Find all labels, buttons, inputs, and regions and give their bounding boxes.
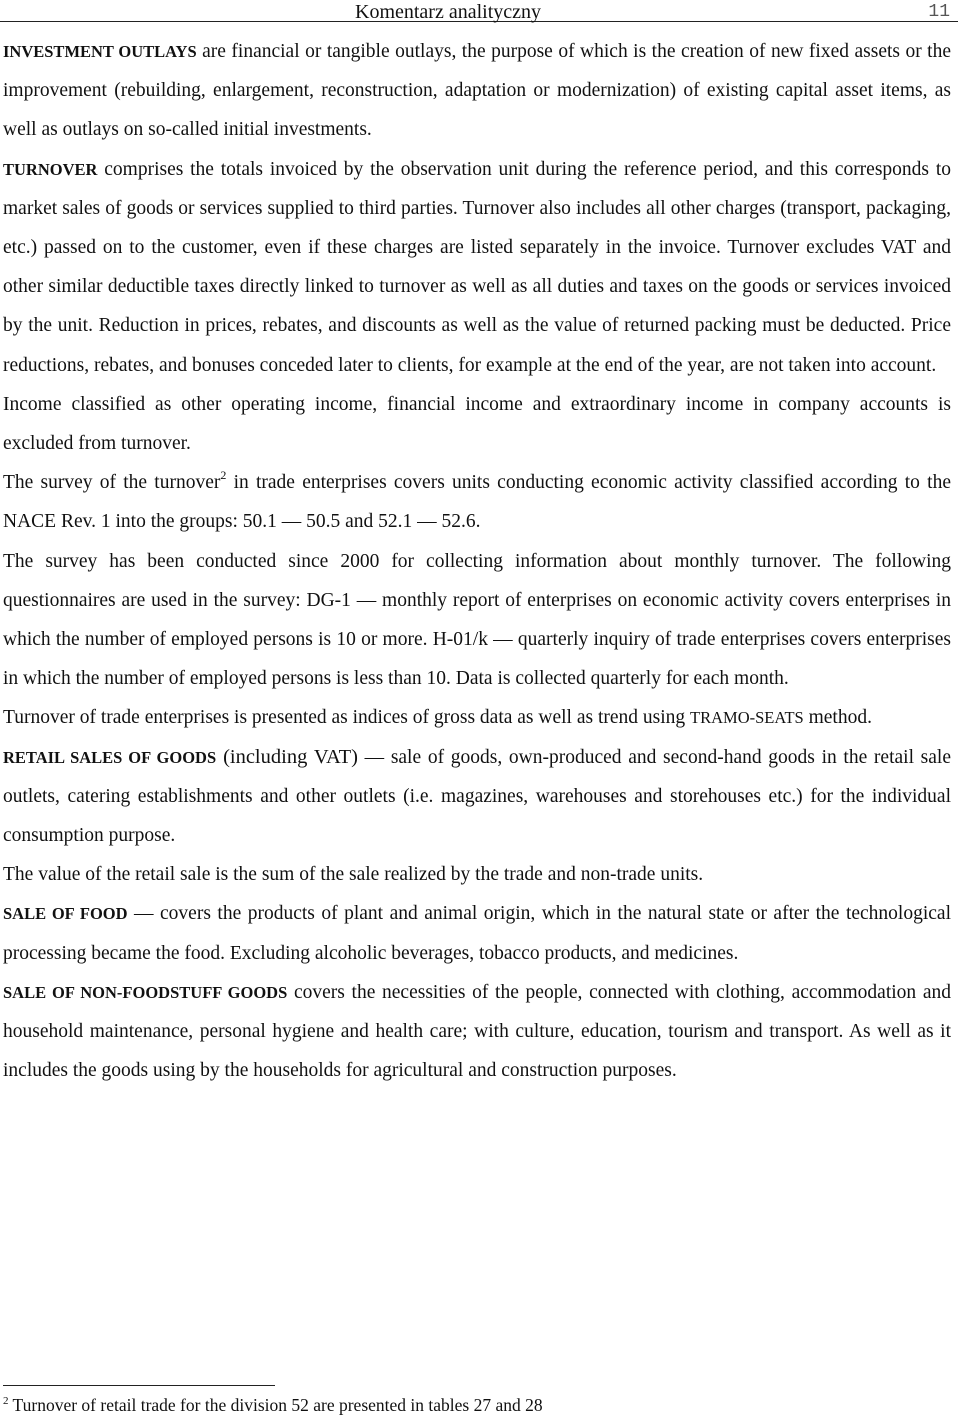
- paragraph-retail-value: The value of the retail sale is the sum of the sale realized by the trade and non-trade units.: [3, 864, 704, 886]
- paragraph-investment-outlays: [3, 32, 951, 150]
- sale-of-food-text: — covers the products of plant and animal origin, which in the natural state or after the technological processing became the food. Excluding alcoholic beverages, tobacco products, and medicines.: [3, 903, 951, 964]
- survey-scope-text-before: The survey of the turnover: [3, 472, 221, 494]
- term-including-vat: (including VAT): [216, 745, 358, 768]
- header-title: Komentarz analityczny: [355, 1, 542, 23]
- term-investment-outlays: INVESTMENT OUTLAYS: [3, 42, 197, 61]
- term-sale-of-food: SALE OF FOOD: [3, 904, 128, 924]
- investment-outlays-text: are financial or tangible outlays, the purpose of which is the creation of new fixed assets or the improvement (rebuilding, enlargement, reconstruction, adaptation or modernization) of existing capital asset items, as well as outlays on so-called initial investments.: [3, 41, 952, 141]
- paragraph-income-excluded: Income classified as other operating income, financial income and extraordinary income in company accounts is excluded from turnover.: [3, 393, 951, 455]
- method-name: TRAMO-SEATS: [690, 708, 804, 728]
- paragraph-trend-method: [3, 698, 951, 737]
- page-number: 11: [928, 2, 950, 22]
- paragraph-survey-scope: [3, 463, 951, 541]
- footnote-divider: [3, 1385, 275, 1386]
- paragraph-retail-sales: [3, 738, 951, 856]
- footnote-reference: 2: [220, 468, 227, 483]
- term-non-foodstuff: SALE OF NON-FOODSTUFF GOODS: [3, 982, 288, 1002]
- document-body: [3, 32, 951, 1090]
- term-retail-sales: RETAIL SALES OF GOODS: [3, 747, 217, 767]
- trend-method-text-after: method.: [803, 707, 872, 729]
- non-foodstuff-text: covers the necessities of the people, connected with clothing, accommodation and household maintenance, personal hygiene and health care; with culture, education, tourism and transport. As well as it includes the goods using by the households for agricultural and construction purposes.: [3, 981, 951, 1082]
- retail-sales-text: — sale of goods, own-produced and second-hand goods in the retail sale outlets, catering establishments and other outlets (i.e. magazines, warehouses and storehouses etc.) for the individual consumption purpose.: [3, 746, 951, 847]
- survey-scope-text-after: in trade enterprises covers units conducting economic activity classified according to the NACE Rev. 1 into the groups: 50.1 — 50.5 and 52.1 — 52.6.: [3, 472, 951, 533]
- footnote-text: Turnover of retail trade for the division 52 are presented in tables 27 and 28: [8, 1395, 543, 1415]
- paragraph-turnover: [3, 150, 951, 385]
- trend-method-text-before: Turnover of trade enterprises is presented as indices of gross data as well as trend using: [3, 707, 691, 729]
- turnover-text: comprises the totals invoiced by the observation unit during the reference period, and this corresponds to market sales of goods or services supplied to third parties. Turnover also includes all other charges (transport, packaging, etc.) passed on to the customer, even if these charges are listed separately in the invoice. Turnover excludes VAT and other similar deductible taxes directly linked to turnover as well as all duties and taxes on the goods or services invoiced by the unit. Reduction in prices, rebates, and discounts as well as the value of returned packing must be deducted. Price reductions, rebates, and bonuses conceded later to clients, for example at the end of the year, are not taken into account.: [3, 158, 951, 376]
- footnote: [3, 1393, 543, 1417]
- page-header: [0, 0, 958, 22]
- term-turnover: TURNOVER: [3, 159, 98, 179]
- footnote-marker: 2: [3, 1395, 9, 1407]
- paragraph-sale-of-food: [3, 894, 951, 972]
- paragraph-survey-questionnaires: The survey has been conducted since 2000 for collecting information about monthly turnover. The following questionnaires are used in the survey: DG-1 — monthly report of enterprises on economic activity covers enterprises in which the number of employed persons is 10 or more. H-01/k — quarterly inquiry of trade enterprises covers enterprises in which the number of employed persons is less than 10. Data is collected quarterly for each month.: [3, 550, 951, 690]
- paragraph-non-foodstuff: [3, 973, 951, 1091]
